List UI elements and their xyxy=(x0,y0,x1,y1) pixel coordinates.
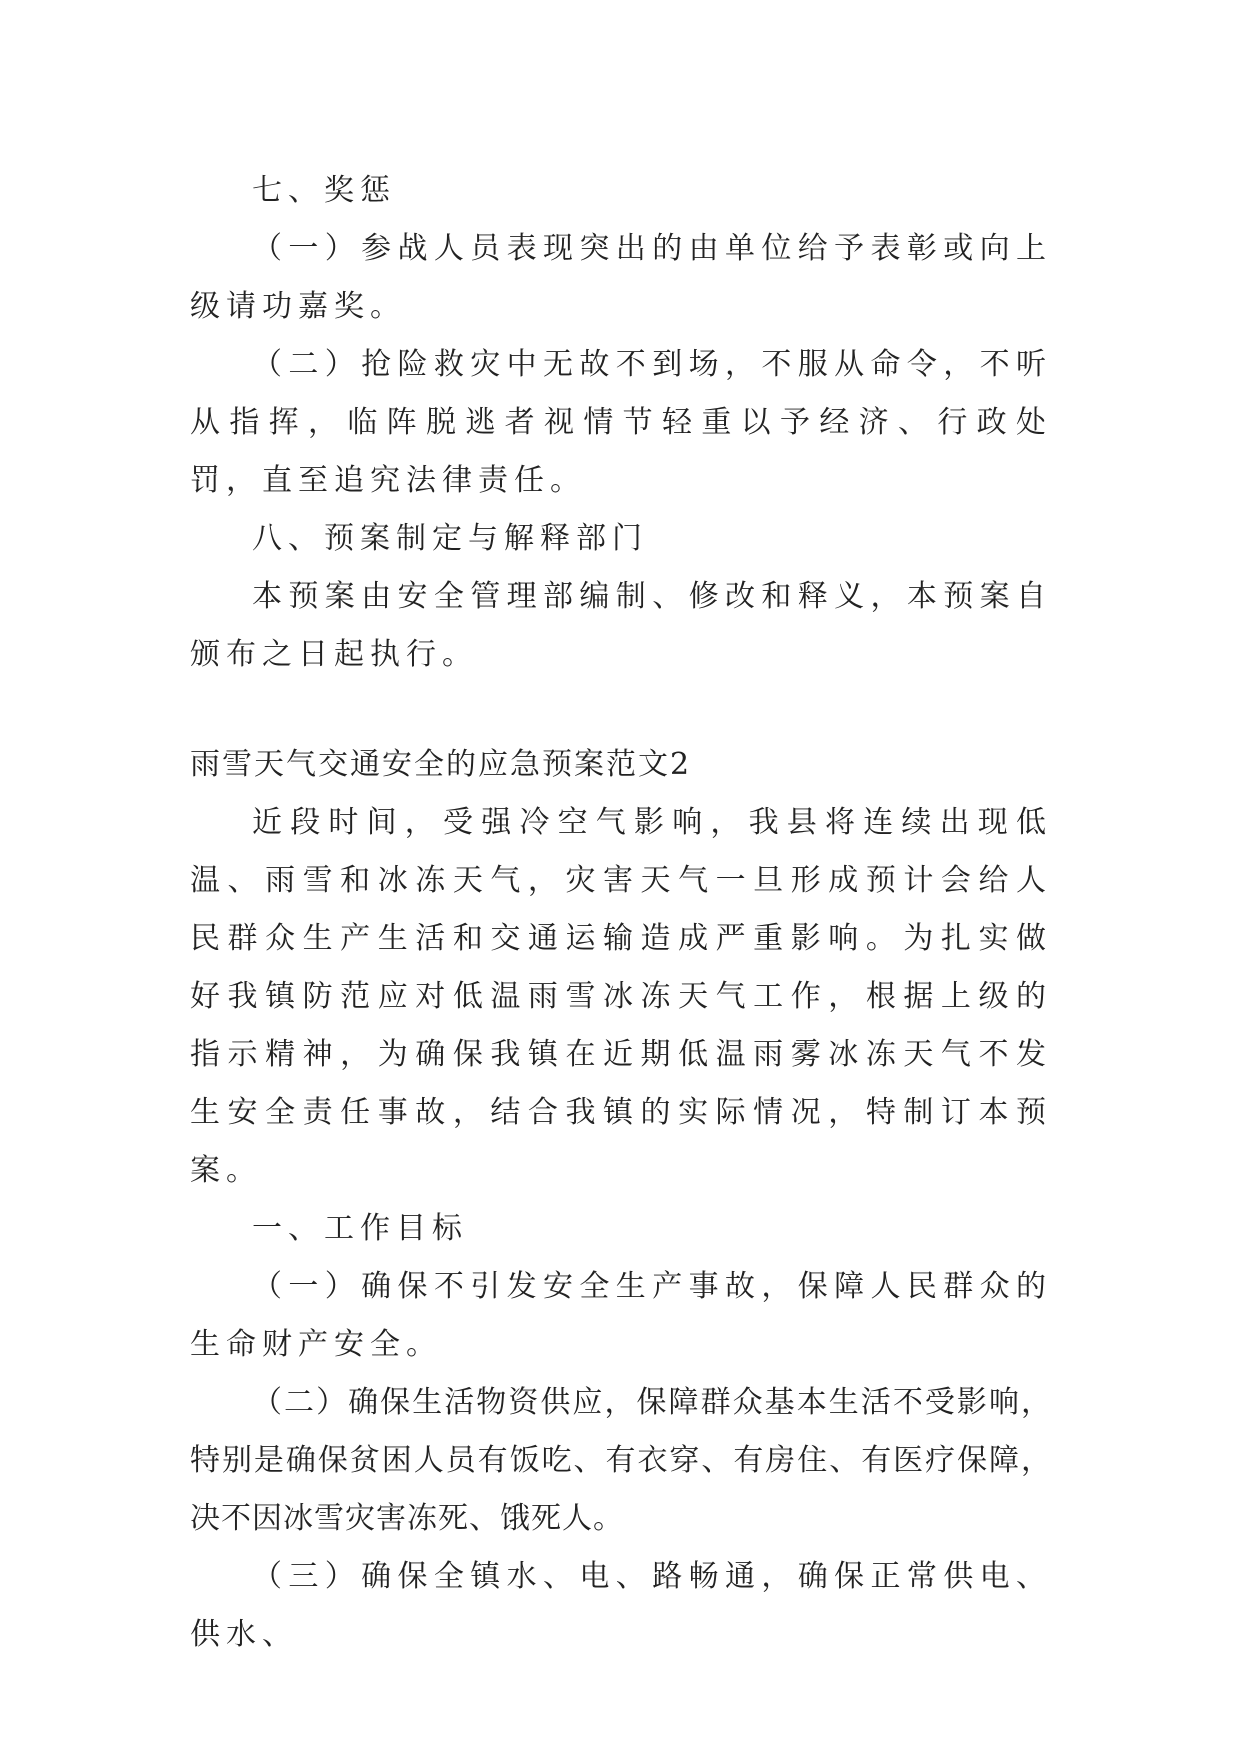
paragraph-goal-item-3: （三）确保全镇水、电、路畅通，确保正常供电、供水、 xyxy=(190,1559,1052,1652)
paragraph-goal-item-1: （一）确保不引发安全生产事故，保障人民群众的生命财产安全。 xyxy=(190,1269,1052,1362)
paragraph-goal-item-2: （二）确保生活物资供应，保障群众基本生活不受影响，特别是确保贫困人员有饭吃、有衣穿、有房住、有医疗保障，决不因冰雪灾害冻死、饿死人。 xyxy=(190,1385,1052,1536)
paragraph-rewards-item-1: （一）参战人员表现突出的由单位给予表彰或向上级请功嘉奖。 xyxy=(190,231,1052,324)
paragraph-plan-authority: 本预案由安全管理部编制、修改和释义，本预案自颁布之日起执行。 xyxy=(190,579,1052,672)
document-body xyxy=(190,162,1052,1664)
section-heading-plan-authority: 八、预案制定与解释部门 xyxy=(252,521,648,556)
section-heading-rewards-penalties: 七、奖惩 xyxy=(252,173,396,208)
section-heading-work-goals: 一、工作目标 xyxy=(252,1211,468,1246)
document-title-sample-2: 雨雪天气交通安全的应急预案范文2 xyxy=(190,747,692,782)
paragraph-rewards-item-2: （二）抢险救灾中无故不到场，不服从命令，不听从指挥，临阵脱逃者视情节轻重以予经济、行政处罚，直至追究法律责任。 xyxy=(190,347,1052,498)
paragraph-introduction: 近段时间，受强冷空气影响，我县将连续出现低温、雨雪和冰冻天气，灾害天气一旦形成预计会给人民群众生产生活和交通运输造成严重影响。为扎实做好我镇防范应对低温雨雪冰冻天气工作，根据上级的指示精神，为确保我镇在近期低温雨雾冰冻天气不发生安全责任事故，结合我镇的实际情况，特制订本预案。 xyxy=(190,805,1052,1188)
